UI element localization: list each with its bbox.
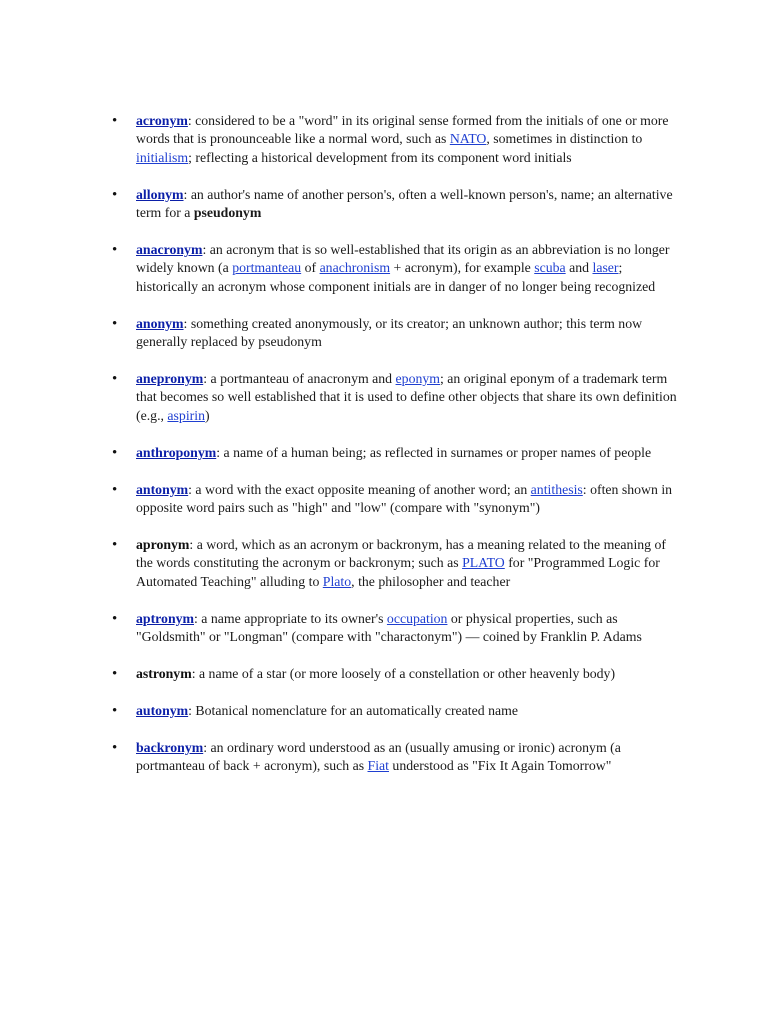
glossary-entry-allonym [0, 186, 768, 223]
bullet-icon: • [112, 444, 118, 461]
inline-link[interactable]: antithesis [530, 481, 583, 497]
definition-text: : a portmanteau of anacronym and [203, 371, 396, 387]
definition-text: : a name of a star (or more loosely of a constellation or other heavenly body) [191, 666, 616, 682]
definition-text: ) [204, 407, 210, 423]
bullet-icon: • [112, 610, 118, 627]
term-autonym-link[interactable]: autonym [136, 702, 189, 718]
glossary-entry-acronym [0, 112, 768, 167]
glossary-entry-backronym [0, 739, 768, 776]
definition-text: : a word with the exact opposite meaning of another word; an [188, 481, 531, 497]
inline-link[interactable]: portmanteau [232, 260, 302, 276]
term-anepronym-link[interactable]: anepronym [136, 371, 204, 387]
term-acronym-link[interactable]: acronym [136, 113, 188, 128]
inline-link[interactable]: NATO [449, 131, 487, 147]
bullet-icon: • [112, 113, 118, 129]
definition-text: or physical properties, such as "Goldsmith" or "Longman" (compare with "charactonym") — coined by Franklin P. Adams [136, 610, 642, 645]
definition-text: ; historically an acronym whose component initials are in danger of no longer being recognized [136, 260, 656, 294]
bullet-icon: • [112, 739, 118, 756]
glossary-entry-anacronym [0, 241, 768, 296]
term-anonym-link[interactable]: anonym [136, 315, 184, 331]
definition-text: , the philosopher and teacher [351, 573, 511, 589]
definition-text: understood as "Fix It Again Tomorrow" [388, 758, 612, 774]
glossary-entry-anepronym [0, 370, 768, 425]
inline-link[interactable]: aspirin [167, 407, 205, 423]
inline-link[interactable]: PLATO [462, 555, 505, 571]
definition-text: : an acronym that is so well-established that its origin as an abbreviation is no longer widely known (a [136, 242, 670, 276]
bullet-icon: • [112, 537, 118, 553]
definition-text: ; an original eponym of a trademark term that becomes so well established that it is used to define other objects that share its own definition (e.g., [136, 371, 677, 423]
glossary-entry-astronym [0, 665, 768, 683]
glossary-entry-anonym [0, 315, 768, 352]
definition-text: : an author's name of another person's, often a well-known person's, name; an alternative term for a [136, 186, 673, 221]
definition-text: and [565, 260, 593, 276]
definition-text: , sometimes in distinction to [486, 131, 643, 147]
inline-link[interactable]: eponym [395, 371, 440, 387]
definition-text: : considered to be a "word" in its original sense formed from the initials of one or more words that is pronounceable like a normal word, such as [136, 113, 669, 147]
inline-link[interactable]: initialism [136, 149, 189, 165]
definition-text: : a name appropriate to its owner's [194, 610, 387, 626]
inline-link[interactable]: Fiat [367, 758, 389, 774]
glossary-entry-anthroponym [0, 444, 768, 462]
definition-text: : something created anonymously, or its creator; an unknown author; this term now generally replaced by pseudonym [136, 315, 643, 350]
term-astronym: astronym [136, 666, 192, 682]
bullet-icon: • [112, 371, 118, 388]
definition-text: for "Programmed Logic for Automated Teaching" alluding to [136, 555, 660, 589]
term-aptronym-link[interactable]: aptronym [136, 610, 195, 626]
inline-link[interactable]: occupation [386, 610, 448, 626]
term-allonym-link[interactable]: allonym [136, 186, 184, 202]
definition-text: : often shown in opposite word pairs such as "high" and "low" (compare with "synonym") [136, 481, 673, 516]
term-backronym-link[interactable]: backronym [136, 739, 204, 755]
term-anacronym-link[interactable]: anacronym [136, 242, 203, 258]
definition-text: : a name of a human being; as reflected in surnames or proper names of people [216, 444, 652, 460]
term-anthroponym-link[interactable]: anthroponym [136, 444, 217, 460]
bullet-icon: • [112, 481, 118, 498]
bullet-icon: • [112, 666, 118, 683]
inline-link[interactable]: anachronism [319, 260, 391, 276]
term-antonym-link[interactable]: antonym [136, 481, 189, 497]
glossary-entry-aptronym [0, 610, 768, 647]
bullet-icon: • [112, 315, 118, 332]
glossary-entry-antonym [0, 481, 768, 518]
bullet-icon: • [112, 242, 118, 259]
glossary-entry-autonym [0, 702, 768, 720]
definition-text: of [301, 260, 320, 276]
glossary-list [0, 112, 768, 794]
definition-text: ; reflecting a historical development from its component word initials [188, 149, 572, 165]
definition-text: : a word, which as an acronym or backronym, has a meaning related to the meaning of the words constituting the acronym or backronym; such as [136, 537, 667, 571]
definition-text: : Botanical nomenclature for an automatically created name [188, 702, 518, 718]
term-apronym: apronym [136, 537, 190, 552]
inline-link[interactable]: laser [592, 260, 619, 276]
inline-link[interactable]: Plato [322, 573, 352, 589]
definition-text: : an ordinary word understood as an (usually amusing or ironic) acronym (a portmanteau of back + acronym), such as [136, 739, 621, 774]
definition-text: + acronym), for example [390, 260, 535, 276]
bullet-icon: • [112, 186, 118, 203]
glossary-entry-apronym [0, 536, 768, 591]
bullet-icon: • [112, 702, 118, 719]
inline-link[interactable]: scuba [534, 260, 566, 276]
bold-term: pseudonym [193, 205, 262, 221]
